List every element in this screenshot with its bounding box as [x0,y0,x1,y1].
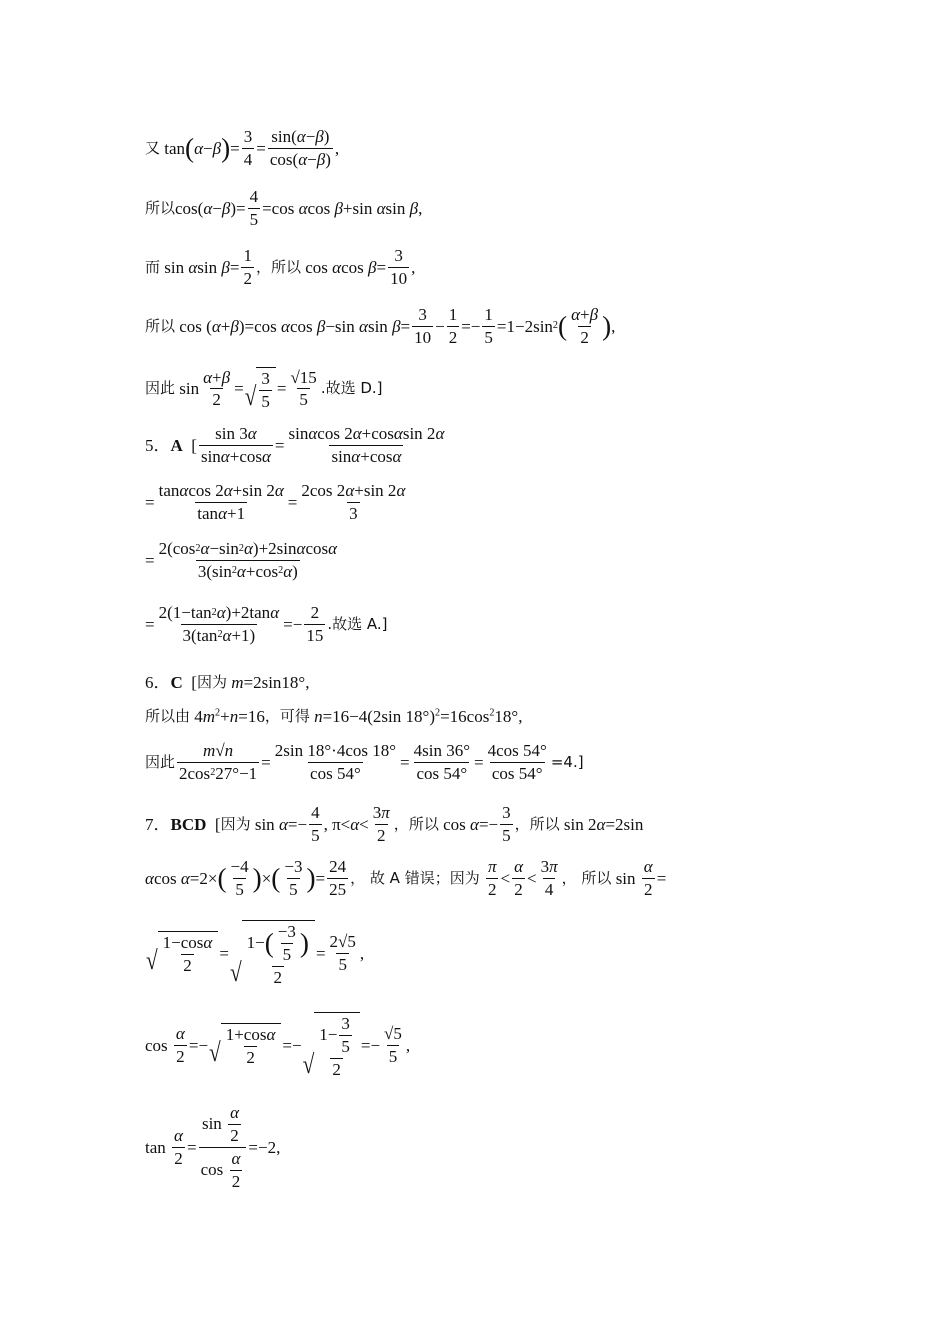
question-number: 5． [145,435,171,455]
line-3: 而 sin αsin β= $\frac{1}{2}$ ，所以 cos αcos β= $\frac{3}{10}$ , [145,246,416,288]
fraction: 2(cos 2 α −sin 2 α )+2sin α cos α 3(sin 2 α +cos 2 α ) [158,539,338,581]
fraction: $\frac{√15}{5}$ [290,367,317,410]
fraction: sin $\frac{\alpha}{2}$ cos $\frac{\alpha}{2}$ [199,1104,247,1190]
line-10: 6． C [ 因为 m=2sin18°, [145,673,310,692]
text: .故选 A.] [327,614,388,633]
fraction: $\frac{4}{5}$ [249,187,259,229]
line-2: 所以 cos(α−β)= $\frac{4}{5}$ =cos αcos β+sin αsin β, [145,187,423,229]
text: =4.] [550,752,584,771]
line-1: 又 tan ( α − β ) = $\frac{3}{4}$ = sin( α − β ) cos( α − β ) , [145,127,340,169]
line-5: 因此 sin α + β 2 = √ $\frac{3}{5}$ = $\frac{√15}{5}$ .故选 D.] [145,367,383,412]
answer: C [170,673,183,692]
fraction: 3 π 2 [372,803,390,845]
text: 所以 [145,316,176,335]
fraction: m √ n 2cos 2 27°−1 [179,741,258,783]
fraction: sin 3 α sin α +cos α [200,424,271,466]
fraction: $\frac{1}{5}$ [484,305,493,347]
fraction: sin α cos 2 α +cos α sin 2 α sin α +cos α [288,424,445,466]
text: 因此 [145,379,176,398]
fraction: $\frac{4\cos 54^\circ}{\cos 54^\circ}$ [487,741,547,783]
text: 因为 [196,673,227,691]
fraction: $\frac{\alpha}{2}$ [175,1023,185,1066]
fraction: $\frac{3}{5}$ [502,803,511,845]
fraction: 2cos 2 α +sin 2 α 3 [301,481,406,523]
line-16: cos $\frac{\alpha}{2}$ =− √ 1+cos α 2 =− √ 1− $\frac{3}{5}$ 2 =− $\frac{√5}{5}$ , [145,1014,411,1080]
line-4: 所以 cos (α+β)=cos αcos β−sin αsin β= $\frac{3}{10}$ − $\frac{1}{2}$ =− $\frac{1}{5}$ =1−2sin 2 ( α + β 2 ) , [145,305,616,347]
line-17: tan $\frac{\alpha}{2}$ = sin $\frac{\alpha}{2}$ cos $\frac{\alpha}{2}$ =−2, [145,1103,281,1191]
fraction: $\frac{3}{10}$ [414,305,432,347]
line-12: 因此 m √ n 2cos 2 27°−1 = $\frac{2\sin 18^\circ\cdot 4\cos 18^\circ}{\cos 54^\circ}$ = $\frac{4\sin 36^\circ}{\cos 54^\circ}$ = $\frac{4\cos 54^\circ}{\cos 54^\circ}$ =4.] [145,741,584,783]
text: 所以 [408,814,439,833]
fraction: 3 π 4 [540,857,558,899]
text: 所以由 [145,707,191,725]
fraction: $\frac{\alpha}{2}$ [174,1125,183,1168]
fraction: $\frac{-4}{5}$ [230,857,249,899]
fraction: $\frac{2\sin 18^\circ\cdot 4\cos 18^\circ}{\cos 54^\circ}$ [274,741,397,783]
sqrt: √ 1+cos α 2 [209,1023,281,1067]
fraction: $\frac{4\sin 36^\circ}{\cos 54^\circ}$ [413,741,471,783]
text: 因此 [145,752,176,771]
fraction: $\frac{24}{25}$ [329,857,347,899]
line-13: 7． BCD [ 因为 sin α=− $\frac{4}{5}$ , π<α< 3 π 2 ， 所以 cos α=− $\frac{3}{5}$ ， 所以 sin 2α=2sin [145,803,644,845]
fraction: $\frac{2√5}{5}$ [329,931,356,974]
sqrt: √ $\frac{3}{5}$ [245,367,276,411]
line-14: αcos α=2× ( $\frac{-4}{5}$ ) × ( $\frac{-3}{5}$ ) = $\frac{24}{25}$ ， 故 A 错误；因为 $\frac{\pi}{2}$ < $\frac{\alpha}{2}$ < 3 π 4 ， 所以 sin $\frac{\alpha}{2}$ = [145,857,667,899]
fraction: 2(1−tan 2 α )+2tan α 3(tan 2 α +1) [158,603,280,645]
fraction: $\frac{2}{15}$ [306,603,324,645]
fraction: $\frac{3}{4}$ [243,127,253,169]
text: 因为 [220,814,251,833]
text: .故选 D.] [320,379,383,398]
line-9: = 2(1−tan 2 α )+2tan α 3(tan 2 α +1) =− $\frac{2}{15}$ .故选 A.] [145,603,388,645]
fraction: $\frac{3}{10}$ [390,246,408,288]
fraction: tan α cos 2 α +sin 2 α tan α +1 [158,481,284,523]
fraction: $\frac{\alpha}{2}$ [514,857,524,899]
question-number: 7． [145,814,171,834]
answer: BCD [170,814,207,834]
text: 而 [145,257,161,276]
text: ，可得 [264,707,310,725]
line-8: = 2(cos 2 α −sin 2 α )+2sin α cos α 3(sin 2 α +cos 2 α ) [145,539,338,581]
fraction: sin( α − β ) cos( α − β ) [269,127,331,169]
line-6: 5． A [ sin 3 α sin α +cos α = sin α cos 2 α +cos α sin 2 α sin α +cos α [145,424,445,466]
text: 又 [145,138,161,157]
question-number: 6． [145,673,171,692]
fraction: $\frac{1}{2}$ [243,246,252,288]
fraction: α + β 2 [571,305,599,347]
line-11: 所以由 $4m^2+n=16$ ，可得 n=16−4(2sin $18^\circ)^2=16\cos^218^\circ$, [145,707,523,726]
fraction: $\frac{√5}{5}$ [384,1023,402,1066]
fraction: $\frac{4}{5}$ [311,803,320,845]
answer: A [170,435,183,455]
fraction: $\frac{\pi}{2}$ [487,857,497,899]
line-7: = tan α cos 2 α +sin 2 α tan α +1 = 2cos 2 α +sin 2 α 3 [145,481,406,523]
text: 所以 [529,814,560,833]
sqrt: √ 1− ( $\frac{-3}{5}$ ) 2 [230,920,315,987]
fraction: α + β 2 [203,367,231,410]
text: 故 A 错误；因为 [369,868,480,887]
sqrt: √ 1− $\frac{3}{5}$ 2 [303,1012,360,1079]
line-15: √ 1−cos α 2 = √ 1− ( $\frac{-3}{5}$ ) 2 = $\frac{2√5}{5}$ , [146,922,365,988]
fraction: $\frac{\alpha}{2}$ [643,857,653,899]
sqrt: √ 1−cos α 2 [146,931,218,975]
text: 所以 [581,868,612,887]
fraction: $\frac{-3}{5}$ [284,857,303,899]
fraction: $\frac{1}{2}$ [448,305,458,347]
text: 所以 [145,198,176,217]
